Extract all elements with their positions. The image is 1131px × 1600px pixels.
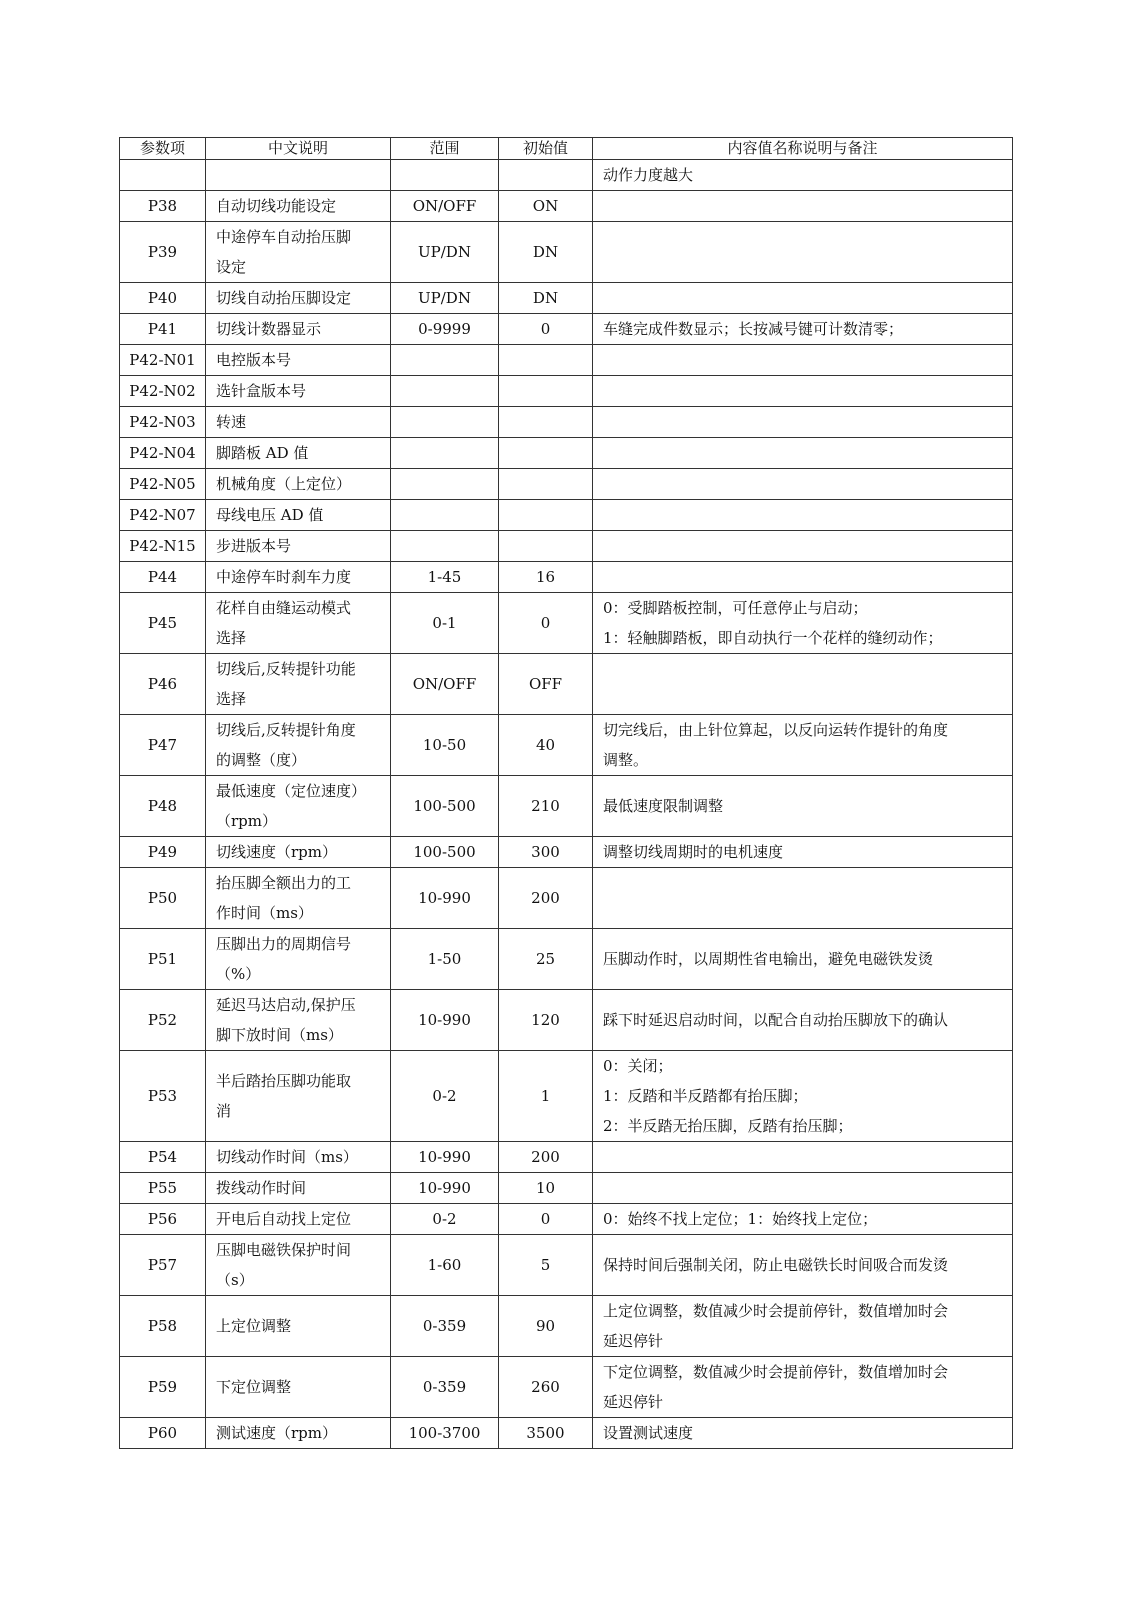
range-cell: 10-990 bbox=[391, 990, 499, 1051]
description-line: 电控版本号 bbox=[216, 351, 292, 369]
default-value-cell: 0 bbox=[499, 593, 593, 654]
default-value-cell: 3500 bbox=[499, 1418, 593, 1449]
range-cell: 1-45 bbox=[391, 562, 499, 593]
range-cell bbox=[391, 345, 499, 376]
range-cell bbox=[391, 531, 499, 562]
param-code-cell: P45 bbox=[120, 593, 206, 654]
description-line: 半后踏抬压脚功能取 bbox=[216, 1072, 352, 1090]
param-code-cell: P42-N02 bbox=[120, 376, 206, 407]
note-line: 切完线后，由上针位算起，以反向运转作提针的角度 bbox=[603, 721, 949, 739]
description-cell bbox=[206, 1173, 391, 1204]
header-chinese-description: 中文说明 bbox=[206, 138, 391, 160]
range-cell bbox=[391, 469, 499, 500]
param-code-cell: P49 bbox=[120, 837, 206, 868]
description-cell bbox=[206, 531, 391, 562]
description-cell bbox=[206, 469, 391, 500]
table-row bbox=[120, 715, 1013, 776]
param-code-cell: P42-N07 bbox=[120, 500, 206, 531]
default-value-cell bbox=[499, 407, 593, 438]
table-row bbox=[120, 776, 1013, 837]
description-line: 延迟马达启动,保护压 bbox=[216, 996, 356, 1014]
param-code-cell: P56 bbox=[120, 1204, 206, 1235]
table-row bbox=[120, 160, 1013, 191]
range-cell bbox=[391, 438, 499, 469]
description-line: 切线后,反转提针功能 bbox=[216, 660, 356, 678]
note-line: 最低速度限制调整 bbox=[603, 797, 724, 815]
note-cell bbox=[593, 345, 1013, 376]
description-line: 设定 bbox=[216, 258, 247, 276]
param-code-cell: P47 bbox=[120, 715, 206, 776]
note-line: 延迟停针 bbox=[603, 1332, 664, 1350]
range-cell bbox=[391, 160, 499, 191]
default-value-cell bbox=[499, 500, 593, 531]
default-value-cell: DN bbox=[499, 222, 593, 283]
table-row bbox=[120, 1051, 1013, 1142]
table-body bbox=[120, 160, 1013, 1449]
description-line: 自动切线功能设定 bbox=[216, 197, 337, 215]
table-row bbox=[120, 1173, 1013, 1204]
note-line: 2：半反踏无抬压脚，反踏有抬压脚； bbox=[603, 1117, 853, 1135]
range-cell: 100-500 bbox=[391, 776, 499, 837]
param-code-cell: P46 bbox=[120, 654, 206, 715]
table-row bbox=[120, 438, 1013, 469]
note-line: 0：关闭； bbox=[603, 1057, 673, 1075]
header-param-code: 参数项 bbox=[120, 138, 206, 160]
header-range: 范围 bbox=[391, 138, 499, 160]
default-value-cell bbox=[499, 531, 593, 562]
range-cell: 1-50 bbox=[391, 929, 499, 990]
range-cell bbox=[391, 500, 499, 531]
note-cell bbox=[593, 500, 1013, 531]
default-value-cell: 90 bbox=[499, 1296, 593, 1357]
range-cell: ON/OFF bbox=[391, 654, 499, 715]
table-row bbox=[120, 1296, 1013, 1357]
description-line: 中途停车时刹车力度 bbox=[216, 568, 352, 586]
note-cell bbox=[593, 160, 1013, 191]
table-row bbox=[120, 191, 1013, 222]
default-value-cell bbox=[499, 438, 593, 469]
description-line: 下定位调整 bbox=[216, 1378, 292, 1396]
range-cell: 10-50 bbox=[391, 715, 499, 776]
description-line: 中途停车自动抬压脚 bbox=[216, 228, 352, 246]
default-value-cell: 120 bbox=[499, 990, 593, 1051]
description-line: 脚踏板 AD 值 bbox=[216, 444, 309, 462]
param-code-cell: P42-N05 bbox=[120, 469, 206, 500]
range-cell: 0-359 bbox=[391, 1296, 499, 1357]
default-value-cell: 40 bbox=[499, 715, 593, 776]
note-cell bbox=[593, 191, 1013, 222]
note-line: 设置测试速度 bbox=[603, 1424, 694, 1442]
table-row bbox=[120, 1418, 1013, 1449]
range-cell: 100-500 bbox=[391, 837, 499, 868]
description-line: 抬压脚全额出力的工 bbox=[216, 874, 352, 892]
note-cell bbox=[593, 222, 1013, 283]
param-code-cell: P57 bbox=[120, 1235, 206, 1296]
note-cell bbox=[593, 1051, 1013, 1142]
default-value-cell: 5 bbox=[499, 1235, 593, 1296]
description-cell bbox=[206, 438, 391, 469]
range-cell: 0-2 bbox=[391, 1204, 499, 1235]
description-cell bbox=[206, 1235, 391, 1296]
param-code-cell: P55 bbox=[120, 1173, 206, 1204]
range-cell: 10-990 bbox=[391, 1173, 499, 1204]
param-code-cell: P58 bbox=[120, 1296, 206, 1357]
table-row bbox=[120, 376, 1013, 407]
table-row bbox=[120, 1357, 1013, 1418]
note-cell bbox=[593, 438, 1013, 469]
note-cell bbox=[593, 868, 1013, 929]
table-row bbox=[120, 593, 1013, 654]
table-row bbox=[120, 222, 1013, 283]
param-code-cell: P52 bbox=[120, 990, 206, 1051]
range-cell bbox=[391, 407, 499, 438]
note-line: 延迟停针 bbox=[603, 1393, 664, 1411]
table-row bbox=[120, 868, 1013, 929]
note-cell bbox=[593, 1296, 1013, 1357]
description-line: 压脚出力的周期信号 bbox=[216, 935, 352, 953]
default-value-cell bbox=[499, 345, 593, 376]
description-line: 作时间（ms） bbox=[216, 904, 313, 922]
note-cell bbox=[593, 654, 1013, 715]
description-cell bbox=[206, 500, 391, 531]
note-cell bbox=[593, 562, 1013, 593]
description-line: 切线动作时间（ms） bbox=[216, 1148, 358, 1166]
param-code-cell: P42-N15 bbox=[120, 531, 206, 562]
default-value-cell: 260 bbox=[499, 1357, 593, 1418]
default-value-cell: 300 bbox=[499, 837, 593, 868]
note-cell bbox=[593, 1142, 1013, 1173]
description-line: 脚下放时间（ms） bbox=[216, 1026, 343, 1044]
param-code-cell: P44 bbox=[120, 562, 206, 593]
default-value-cell bbox=[499, 469, 593, 500]
param-code-cell: P54 bbox=[120, 1142, 206, 1173]
description-line: 花样自由缝运动模式 bbox=[216, 599, 352, 617]
param-code-cell: P60 bbox=[120, 1418, 206, 1449]
description-line: 测试速度（rpm） bbox=[216, 1424, 337, 1442]
table-row bbox=[120, 500, 1013, 531]
table-row bbox=[120, 531, 1013, 562]
description-cell bbox=[206, 376, 391, 407]
range-cell: 0-1 bbox=[391, 593, 499, 654]
description-line: 开电后自动找上定位 bbox=[216, 1210, 352, 1228]
description-line: 消 bbox=[216, 1102, 232, 1120]
description-line: （s） bbox=[216, 1271, 254, 1289]
note-line: 调整。 bbox=[603, 751, 649, 769]
table-row bbox=[120, 283, 1013, 314]
note-cell bbox=[593, 531, 1013, 562]
description-line: 压脚电磁铁保护时间 bbox=[216, 1241, 352, 1259]
table-row bbox=[120, 654, 1013, 715]
table-row bbox=[120, 837, 1013, 868]
description-cell bbox=[206, 407, 391, 438]
description-cell bbox=[206, 345, 391, 376]
default-value-cell: 10 bbox=[499, 1173, 593, 1204]
param-code-cell: P42-N03 bbox=[120, 407, 206, 438]
default-value-cell bbox=[499, 160, 593, 191]
description-line: 选择 bbox=[216, 690, 247, 708]
description-line: 切线计数器显示 bbox=[216, 320, 322, 338]
description-line: 最低速度（定位速度） bbox=[216, 782, 367, 800]
param-code-cell bbox=[120, 160, 206, 191]
description-line: 切线速度（rpm） bbox=[216, 843, 337, 861]
param-code-cell: P48 bbox=[120, 776, 206, 837]
description-line: 切线自动抬压脚设定 bbox=[216, 289, 352, 307]
range-cell: 0-2 bbox=[391, 1051, 499, 1142]
note-line: 0：始终不找上定位；1：始终找上定位； bbox=[603, 1210, 878, 1228]
note-line: 上定位调整，数值减少时会提前停针，数值增加时会 bbox=[603, 1302, 949, 1320]
note-cell bbox=[593, 314, 1013, 345]
table-row bbox=[120, 345, 1013, 376]
description-line: 步进版本号 bbox=[216, 537, 292, 555]
note-line: 下定位调整，数值减少时会提前停针，数值增加时会 bbox=[603, 1363, 949, 1381]
param-code-cell: P51 bbox=[120, 929, 206, 990]
description-line: 选择 bbox=[216, 629, 247, 647]
param-code-cell: P53 bbox=[120, 1051, 206, 1142]
description-cell bbox=[206, 314, 391, 345]
default-value-cell: OFF bbox=[499, 654, 593, 715]
note-cell bbox=[593, 469, 1013, 500]
description-cell bbox=[206, 929, 391, 990]
table-row bbox=[120, 1142, 1013, 1173]
note-cell bbox=[593, 929, 1013, 990]
default-value-cell: 0 bbox=[499, 314, 593, 345]
range-cell: 10-990 bbox=[391, 868, 499, 929]
description-line: 选针盒版本号 bbox=[216, 382, 307, 400]
param-code-cell: P38 bbox=[120, 191, 206, 222]
param-code-cell: P42-N04 bbox=[120, 438, 206, 469]
note-cell bbox=[593, 1418, 1013, 1449]
note-line: 0：受脚踏板控制，可任意停止与启动； bbox=[603, 599, 868, 617]
description-cell bbox=[206, 837, 391, 868]
note-cell bbox=[593, 283, 1013, 314]
default-value-cell: ON bbox=[499, 191, 593, 222]
description-cell bbox=[206, 990, 391, 1051]
description-cell bbox=[206, 654, 391, 715]
note-cell bbox=[593, 376, 1013, 407]
description-cell bbox=[206, 776, 391, 837]
param-code-cell: P40 bbox=[120, 283, 206, 314]
note-cell bbox=[593, 990, 1013, 1051]
description-line: 上定位调整 bbox=[216, 1317, 292, 1335]
description-line: （rpm） bbox=[216, 812, 277, 830]
range-cell: UP/DN bbox=[391, 222, 499, 283]
note-line: 压脚动作时，以周期性省电输出，避免电磁铁发烫 bbox=[603, 950, 934, 968]
header-default-value: 初始值 bbox=[499, 138, 593, 160]
note-line: 车缝完成件数显示；长按减号键可计数清零； bbox=[603, 320, 904, 338]
parameter-table bbox=[119, 137, 1013, 1449]
description-cell bbox=[206, 1142, 391, 1173]
param-code-cell: P59 bbox=[120, 1357, 206, 1418]
header-notes: 内容值名称说明与备注 bbox=[593, 138, 1013, 160]
table-row bbox=[120, 562, 1013, 593]
range-cell: ON/OFF bbox=[391, 191, 499, 222]
note-cell bbox=[593, 1204, 1013, 1235]
note-cell bbox=[593, 837, 1013, 868]
range-cell: 1-60 bbox=[391, 1235, 499, 1296]
description-cell bbox=[206, 222, 391, 283]
param-code-cell: P39 bbox=[120, 222, 206, 283]
default-value-cell: 0 bbox=[499, 1204, 593, 1235]
note-cell bbox=[593, 776, 1013, 837]
description-line: 切线后,反转提针角度 bbox=[216, 721, 356, 739]
param-code-cell: P50 bbox=[120, 868, 206, 929]
description-cell bbox=[206, 1296, 391, 1357]
table-row bbox=[120, 1235, 1013, 1296]
note-line: 1：轻触脚踏板，即自动执行一个花样的缝纫动作； bbox=[603, 629, 943, 647]
note-line: 踩下时延迟启动时间，以配合自动抬压脚放下的确认 bbox=[603, 1011, 949, 1029]
default-value-cell: 25 bbox=[499, 929, 593, 990]
default-value-cell: 200 bbox=[499, 1142, 593, 1173]
range-cell: 0-9999 bbox=[391, 314, 499, 345]
default-value-cell: 210 bbox=[499, 776, 593, 837]
note-cell bbox=[593, 593, 1013, 654]
description-cell bbox=[206, 1418, 391, 1449]
table-row bbox=[120, 990, 1013, 1051]
description-line: 拨线动作时间 bbox=[216, 1179, 307, 1197]
description-cell bbox=[206, 562, 391, 593]
table-row bbox=[120, 314, 1013, 345]
description-cell bbox=[206, 283, 391, 314]
note-cell bbox=[593, 407, 1013, 438]
table-row bbox=[120, 929, 1013, 990]
default-value-cell: 1 bbox=[499, 1051, 593, 1142]
description-cell bbox=[206, 1357, 391, 1418]
range-cell bbox=[391, 376, 499, 407]
description-cell bbox=[206, 593, 391, 654]
default-value-cell: 16 bbox=[499, 562, 593, 593]
description-cell bbox=[206, 1204, 391, 1235]
param-code-cell: P41 bbox=[120, 314, 206, 345]
note-line: 动作力度越大 bbox=[603, 166, 694, 184]
note-cell bbox=[593, 1235, 1013, 1296]
table-row bbox=[120, 407, 1013, 438]
description-line: 母线电压 AD 值 bbox=[216, 506, 324, 524]
table-row bbox=[120, 1204, 1013, 1235]
note-cell bbox=[593, 715, 1013, 776]
table-row bbox=[120, 469, 1013, 500]
table-header-row bbox=[120, 138, 1013, 160]
description-cell bbox=[206, 715, 391, 776]
note-line: 调整切线周期时的电机速度 bbox=[603, 843, 784, 861]
description-line: 转速 bbox=[216, 413, 247, 431]
range-cell: 0-359 bbox=[391, 1357, 499, 1418]
description-cell bbox=[206, 1051, 391, 1142]
description-cell bbox=[206, 868, 391, 929]
range-cell: UP/DN bbox=[391, 283, 499, 314]
description-cell bbox=[206, 191, 391, 222]
description-line: 的调整（度） bbox=[216, 751, 307, 769]
range-cell: 10-990 bbox=[391, 1142, 499, 1173]
note-cell bbox=[593, 1357, 1013, 1418]
param-code-cell: P42-N01 bbox=[120, 345, 206, 376]
default-value-cell: 200 bbox=[499, 868, 593, 929]
note-line: 保持时间后强制关闭，防止电磁铁长时间吸合而发烫 bbox=[603, 1256, 949, 1274]
description-line: 机械角度（上定位） bbox=[216, 475, 352, 493]
default-value-cell: DN bbox=[499, 283, 593, 314]
default-value-cell bbox=[499, 376, 593, 407]
description-line: （%） bbox=[216, 965, 261, 983]
note-line: 1：反踏和半反踏都有抬压脚； bbox=[603, 1087, 808, 1105]
description-cell bbox=[206, 160, 391, 191]
note-cell bbox=[593, 1173, 1013, 1204]
range-cell: 100-3700 bbox=[391, 1418, 499, 1449]
